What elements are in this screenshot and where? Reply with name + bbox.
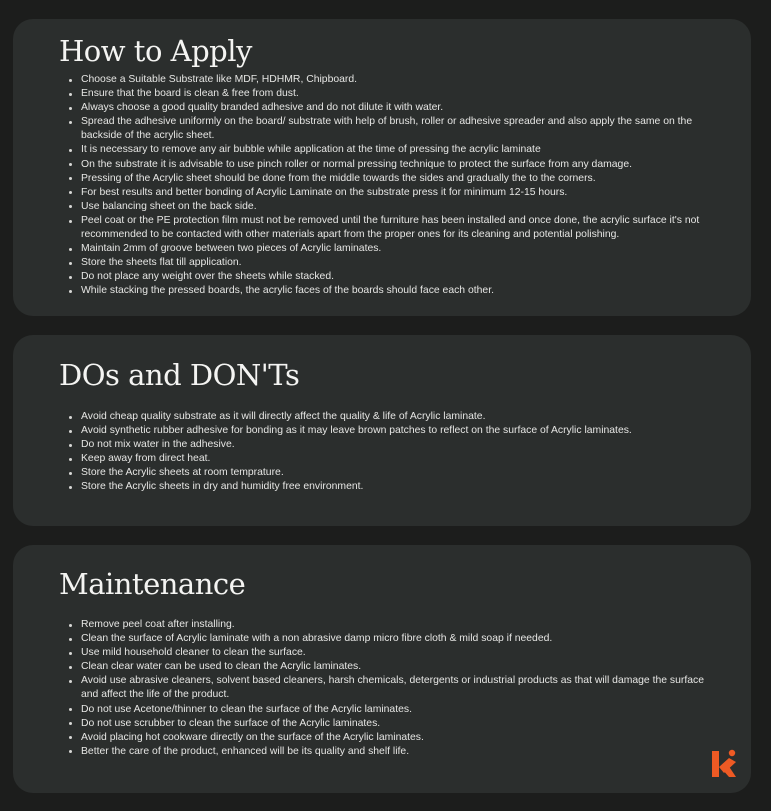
list-item: Always choose a good quality branded adhesive and do not dilute it with water. [59,101,711,115]
list-item: It is necessary to remove any air bubble while application at the time of pressing the acrylic laminate [59,143,711,157]
how-to-apply-card [13,19,751,316]
list-item: For best results and better bonding of Acrylic Laminate on the substrate press it for minimum 12-15 hours. [59,186,711,200]
list-item: Use balancing sheet on the back side. [59,200,711,214]
list-item: Store the Acrylic sheets in dry and humidity free environment. [59,480,711,494]
list-item: Avoid placing hot cookware directly on the surface of the Acrylic laminates. [59,731,711,745]
list-item: Clean clear water can be used to clean the Acrylic laminates. [59,660,711,674]
list-item: While stacking the pressed boards, the acrylic faces of the boards should face each other. [59,284,711,298]
list-item: Ensure that the board is clean & free from dust. [59,87,711,101]
list-item: Store the sheets flat till application. [59,256,711,270]
maintenance-card [13,545,751,793]
dos-and-donts-heading: DOs and DON'Ts [59,358,300,392]
list-item: Avoid synthetic rubber adhesive for bonding as it may leave brown patches to reflect on the surface of Acrylic laminates. [59,424,711,438]
list-item: Do not use Acetone/thinner to clean the surface of the Acrylic laminates. [59,703,711,717]
list-item: Store the Acrylic sheets at room temprature. [59,466,711,480]
list-item: Use mild household cleaner to clean the surface. [59,646,711,660]
dos-and-donts-list [59,410,711,495]
list-item: Choose a Suitable Substrate like MDF, HDHMR, Chipboard. [59,73,711,87]
list-item: Do not place any weight over the sheets while stacked. [59,270,711,284]
list-item: Keep away from direct heat. [59,452,711,466]
dos-and-donts-card [13,335,751,526]
how-to-apply-list [59,73,711,299]
list-item: Peel coat or the PE protection film must not be removed until the furniture has been installed and once done, the acrylic surface it's not recommended to be contacted with other materials apart from the proper ones for its cleaning and potential polishing. [59,214,711,242]
list-item: Clean the surface of Acrylic laminate with a non abrasive damp micro fibre cloth & mild soap if needed. [59,632,711,646]
list-item: Maintain 2mm of groove between two pieces of Acrylic laminates. [59,242,711,256]
list-item: Pressing of the Acrylic sheet should be done from the middle towards the sides and gradually the to the corners. [59,172,711,186]
list-item: Avoid use abrasive cleaners, solvent based cleaners, harsh chemicals, detergents or industrial products as that will damage the surface and affect the life of the product. [59,674,711,702]
list-item: Avoid cheap quality substrate as it will directly affect the quality & life of Acrylic laminate. [59,410,711,424]
how-to-apply-heading: How to Apply [59,34,252,68]
brand-k-logo-icon [708,748,740,780]
list-item: Do not mix water in the adhesive. [59,438,711,452]
list-item: Spread the adhesive uniformly on the board/ substrate with help of brush, roller or adhesive spreader and also apply the same on the backside of the acrylic sheet. [59,115,711,143]
list-item: Do not use scrubber to clean the surface of the Acrylic laminates. [59,717,711,731]
list-item: On the substrate it is advisable to use pinch roller or normal pressing technique to protect the surface from any damage. [59,158,711,172]
list-item: Better the care of the product, enhanced will be its quality and shelf life. [59,745,711,759]
maintenance-list [59,618,711,759]
maintenance-heading: Maintenance [59,567,246,601]
list-item: Remove peel coat after installing. [59,618,711,632]
